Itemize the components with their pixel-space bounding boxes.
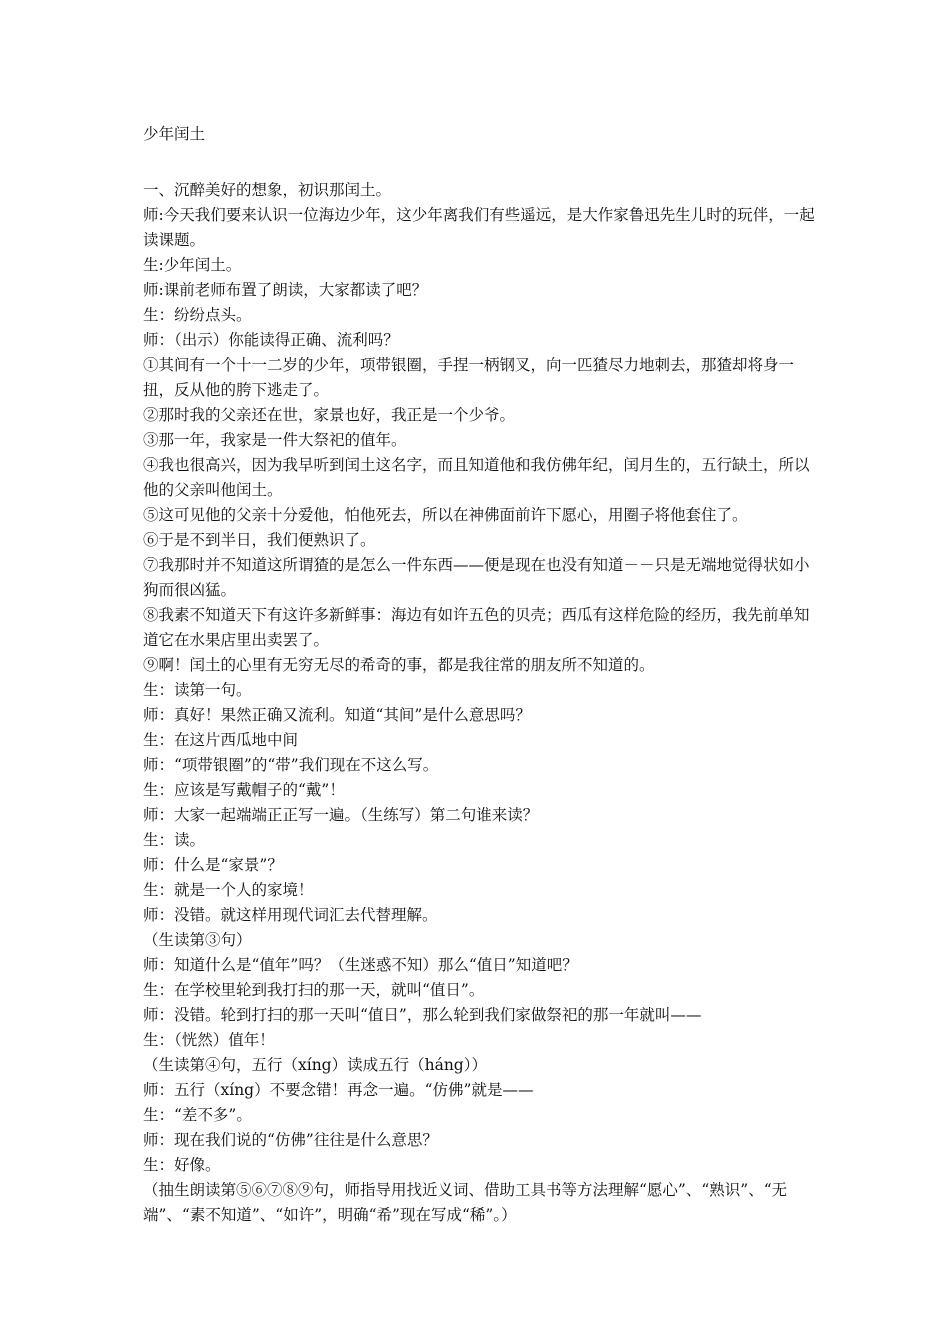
text-line: 生：读第一句。 [143,681,252,699]
text-line: ⑧我素不知道天下有这许多新鲜事：海边有如许五色的贝壳；西瓜有这样危险的经历，我先前单知道它在水果店里出卖罢了。 [143,606,810,649]
document-title: 少年闰土 [143,125,206,143]
text-line: 一、沉醉美好的想象，初识那闰土。 [143,181,392,199]
text-line: 师:课前老师布置了朗读，大家都读了吧？ [143,281,428,299]
text-line: 师：“项带银圈”的“带”我们现在不这么写。 [143,756,439,774]
text-line: ①其间有一个十一二岁的少年，项带银圈，手捏一柄钢叉，向一匹猹尽力地刺去，那猹却将身一扭，反从他的胯下逃走了。 [143,356,795,399]
text-line: 生：读。 [143,831,206,849]
text-line: 师：真好！果然正确又流利。知道“其间”是什么意思吗？ [143,706,531,724]
text-line: ④我也很高兴，因为我早听到闰土这名字，而且知道他和我仿佛年纪，闰月生的，五行缺土，所以他的父亲叫他闰土。 [143,456,810,499]
text-line: 师：什么是“家景”？ [143,856,283,874]
text-line: 师:今天我们要来认识一位海边少年，这少年离我们有些遥远，是大作家鲁迅先生儿时的玩伴，一起读课题。 [143,206,815,249]
text-line: （抽生朗读第⑤⑥⑦⑧⑨句，师指导用找近义词、借助工具书等方法理解“愿心”、“熟识”、“无端”、“素不知道”、“如许”，明确“希”现在写成“稀”。） [143,1181,788,1224]
text-line: ⑤这可见他的父亲十分爱他，怕他死去，所以在神佛面前许下愿心，用圈子将他套住了。 [143,506,748,524]
text-line: ⑨啊！闰土的心里有无穷无尽的希奇的事，都是我往常的朋友所不知道的。 [143,656,655,674]
text-line: 生：纷纷点头。 [143,306,252,324]
text-line: 生：在学校里轮到我打扫的那一天，就叫“值日”。 [143,981,485,999]
document-body [143,122,823,1228]
text-line: （生读第③句） [143,931,252,949]
spacer [143,147,823,178]
text-line: 师：知道什么是“值年”吗？（生迷惑不知）那么“值日”知道吧？ [143,956,578,974]
text-line: 师：没错。就这样用现代词汇去代替理解。 [143,906,438,924]
text-line: 师：现在我们说的“仿佛”往往是什么意思？ [143,1131,438,1149]
text-line: 生：就是一个人的家境！ [143,881,314,899]
text-line: 生：“差不多”。 [143,1106,252,1124]
text-line: 生:少年闰土。 [143,256,242,274]
text-line: 师：没错。轮到打扫的那一天叫“值日”，那么轮到我们家做祭祀的那一年就叫—— [143,1006,702,1024]
text-line: （生读第④句，五行（xíng）读成五行（háng）） [143,1056,487,1074]
text-line: 生：好像。 [143,1156,221,1174]
text-line: ③那一年，我家是一件大祭祀的值年。 [143,431,407,449]
text-line: 生：（恍然）值年！ [143,1031,275,1049]
text-line: 师：（出示）你能读得正确、流利吗？ [143,331,399,349]
text-line: 师：大家一起端端正正写一遍。（生练写）第二句谁来读？ [143,806,539,824]
text-line: ②那时我的父亲还在世，家景也好，我正是一个少爷。 [143,406,516,424]
text-line: 生：在这片西瓜地中间 [143,731,299,749]
text-line: ⑦我那时并不知道这所谓猹的是怎么一件东西——便是现在也没有知道－－只是无端地觉得状如小狗而很凶猛。 [143,556,810,599]
text-line: 生：应该是写戴帽子的“戴”！ [143,781,345,799]
dialogue-lines [143,178,823,1228]
text-line: ⑥于是不到半日，我们便熟识了。 [143,531,376,549]
text-line: 师：五行（xíng）不要念错！再念一遍。“仿佛”就是—— [143,1081,534,1099]
